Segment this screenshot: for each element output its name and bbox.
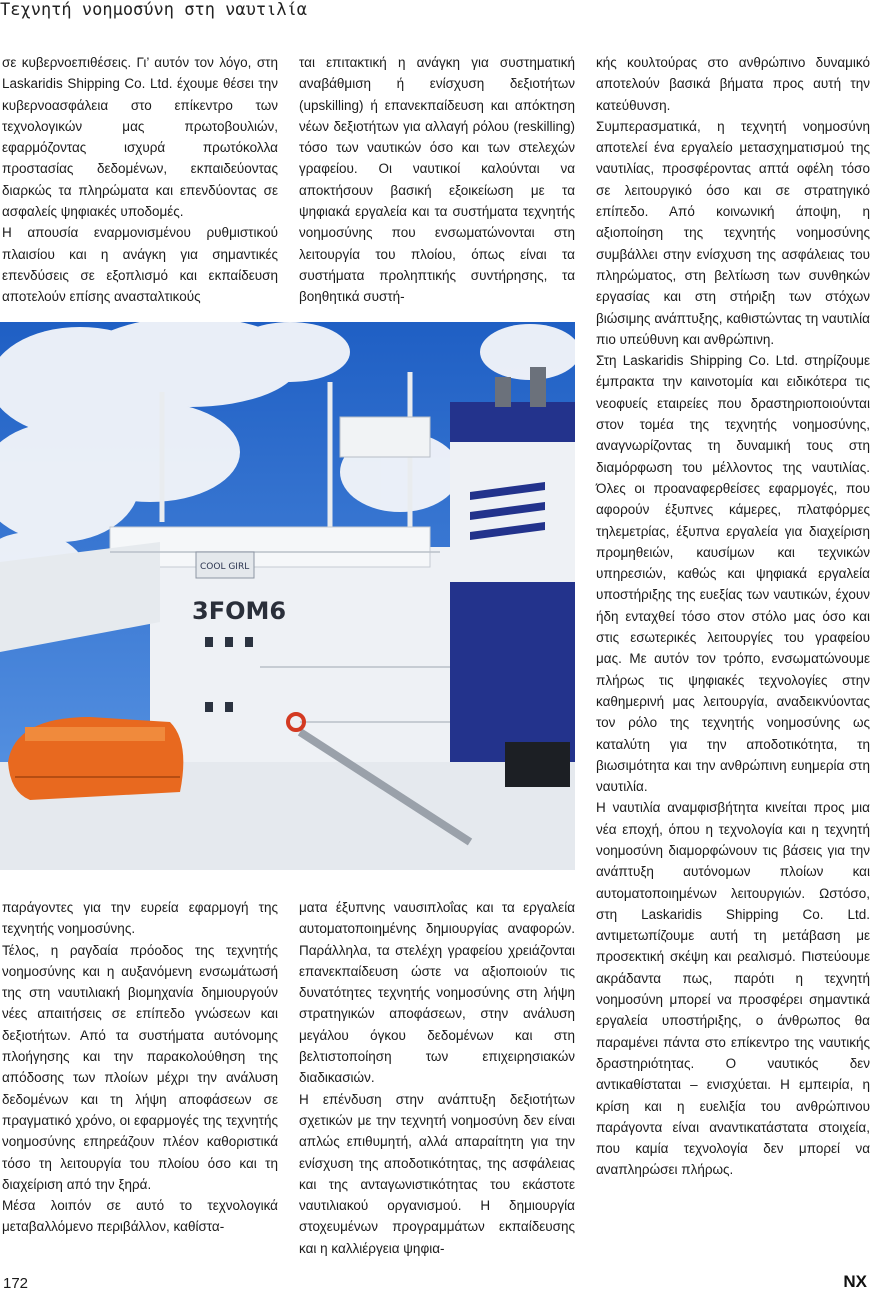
ship-nameplate: COOL GIRL	[200, 562, 250, 572]
paragraph: σε κυβερνοεπιθέσεις. Γι’ αυτόν τον λόγο, στη Laskaridis Shipping Co. Ltd. έχουμε θέσει την κυβερνοασφάλεια στο επίκεντρο των τεχνολογικών μας πρωτοβουλιών, εφαρμόζοντας ισχυρά πρωτόκολλα προστασίας δεδομένων, εκπαιδεύοντας διαρκώς τα πληρώματα και επενδύοντας σε ασφαλείς ψηφιακές υποδομές.	[2, 55, 278, 220]
paragraph: Συμπερασματικά, η τεχνητή νοημοσύνη αποτελεί ένα εργαλείο μετασχηματισμού της ναυτιλίας, προσφέροντας απτά οφέλη τόσο σε λειτουργικό όσο και σε στρατηγικό επίπεδο. Από κοινωνική άποψη, η αξιοποίηση της τεχνητής νοημοσύνης συμβάλλει στην ενίσχυση της ασφάλειας του πληρώματος, στη βελτίωση των συνθηκών εργασίας και στη στήριξη των στόχων βιώσιμης ανάπτυξης, καθιστώντας τη ναυτιλία πιο υπεύθυνη και ανθρώπινη.	[596, 118, 870, 347]
text-column-3	[596, 52, 870, 1181]
ship-photo	[0, 322, 575, 870]
paragraph: κής κουλτούρας στο ανθρώπινο δυναμικό αποτελούν βασικά βήματα προς αυτή την κατεύθυνση.	[596, 55, 870, 113]
text-column-4	[2, 897, 278, 1238]
text-column-2	[299, 52, 575, 308]
callsign-marking: 3FOM6	[192, 597, 287, 625]
funnel-chevrons	[470, 482, 545, 540]
paragraph: Η ναυτιλία αναμφισβήτητα κινείται προς μια νέα εποχή, όπου η τεχνολογία και η τεχνητή νοημοσύνη διαμορφώνουν τις βάσεις για την ανάπτυξη αυτόνομων πλοίων και αυτοματοποιημένων λειτουργιών. Ωστόσο, στη Laskaridis Shipping Co. Ltd. αντιμετωπίζουμε αυτή τη μετάβαση με προσεκτική σκέψη και ρεαλισμό. Πιστεύουμε ακράδαντα πως, παρότι η τεχνητή νοημοσύνη μπορεί να προσφέρει σημαντικά εργαλεία υποστήριξης, ο άνθρωπος θα παραμένει πάντα στο επίκεντρο της ναυτικής δραστηριότητας. Ο ναυτικός δεν αντικαθίσταται – ενισχύεται. Η εμπειρία, η κρίση και η ευελιξία του ανθρώπινου παράγοντα είναι αναντικατάστατα στοιχεία, που καμία τεχνολογία δεν μπορεί να αναπληρώσει πλήρως.	[596, 800, 870, 1178]
radar-platform	[340, 417, 430, 457]
exhaust-pipe	[495, 377, 511, 407]
running-header: Τεχνητή νοημοσύνη στη ναυτιλία	[0, 0, 308, 20]
lifeboat	[8, 717, 183, 800]
paragraph: παράγοντες για την ευρεία εφαρμογή της τεχνητής νοημοσύνης.	[2, 900, 278, 937]
paragraph: ται επιτακτική η ανάγκη για συστηματική αναβάθμιση ή ενίσχυση δεξιοτήτων (upskilling) ή επανεκπαίδευση και απόκτηση νέων δεξιοτήτων για αλλαγή ρόλου (reskilling) τόσο των ναυτικών όσο και των στελεχών γραφείου. Οι ναυτικοί καλούνται να αποκτήσουν βασική εξοικείωση με τα ψηφιακά εργαλεία και τα συστήματα τεχνητής νοημοσύνης που ενσωματώνονται στη λειτουργία του πλοίου, όπως είναι τα συστήματα προληπτικής συντήρησης, τα βοηθητικά συστή-	[299, 55, 575, 305]
paragraph: ματα έξυπνης ναυσιπλοΐας και τα εργαλεία αυτοματοποιημένης δημιουργίας αναφορών. Παράλληλα, τα στελέχη γραφείου χρειάζονται επανεκπαίδευση ώστε να αξιοποιούν τις δυνατότητες τεχνητής νοημοσύνης στη λήψη στρατηγικών αποφάσεων, στην ανάλυση μεγάλου όγκου δεδομένων και στη βελτιστοποίηση των επιχειρησιακών διαδικασιών.	[299, 900, 575, 1086]
brand-logo: NX	[843, 1272, 867, 1291]
paragraph: Η επένδυση στην ανάπτυξη δεξιοτήτων σχετικών με την τεχνητή νοημοσύνη δεν είναι απλώς επιθυμητή, αλλά απαραίτητη για την ενίσχυση της αποδοτικότητας, της ασφάλειας και της ανταγωνιστικότητας του εκάστοτε ναυτιλιακού οργανισμού. Η δημιουργία στοχευμένων προγραμμάτων εκπαίδευσης και η καλλιέργεια ψηφια-	[299, 1091, 575, 1256]
paragraph: Τέλος, η ραγδαία πρόοδος της τεχνητής νοημοσύνης και η αυξανόμενη ενσωμάτωσή της στη ναυτιλιακή βιομηχανία δημιουργούν νέες απαιτήσεις σε επίπεδο γνώσεων και δεξιοτήτων. Από τα συστήματα αυτόνομης πλοήγησης και την παρακολούθηση της απόδοσης των πλοίων μέχρι την ανάλυση δεδομένων και τη λήψη αποφάσεων σε πραγματικό χρόνο, οι εφαρμογές της τεχνητής νοημοσύνης επηρεάζουν πλέον καθοριστικά τόσο τη λειτουργία του πλοίου όσο και τη διαχείριση από την ξηρά.	[2, 942, 278, 1192]
paragraph: Μέσα λοιπόν σε αυτό το τεχνολογικά μεταβαλλόμενο περιβάλλον, καθίστα-	[2, 1198, 278, 1235]
paragraph: Στη Laskaridis Shipping Co. Ltd. στηρίζουμε έμπρακτα την καινοτομία και ειδικότερα τις νεοφυείς εταιρείες που δραστηριοποιούνται στον τομέα της τεχνητής νοημοσύνης, αναγνωρίζοντας τη δυναμική τους στη διαμόρφωση του μέλλοντος της ναυτιλίας. Όλες οι προαναφερθείσες εφαρμογές, που αφορούν έξυπνες κάμερες, πλατφόρμες τηλεμετρίας, έξυπνα εργαλεία για διαχείριση προμηθειών, καυσίμων και τεχνικών υπηρεσιών, καθώς και ψηφιακά εργαλεία υποστήριξης της ευεξίας των ναυτικών, έχουν ήδη ενταχθεί τόσο στον στόλο μας όσο και στις εσωτερικές λειτουργίες του γραφείου μας. Με αυτόν τον τρόπο, ενσωματώνουμε πλήρως τις ψηφιακές τεχνολογίες στην καθημερινή μας λειτουργία, αναδεικνύοντας τον ρόλο της τεχνητής νοημοσύνης ως καταλύτη για την αποδοτικότητα, τη βιωσιμότητα και την ανθρώπινη ευημερία στη ναυτιλία.	[596, 353, 870, 795]
text-column-1	[2, 52, 278, 308]
paragraph: Η απουσία εναρμονισμένου ρυθμιστικού πλαισίου και η ανάγκη για σημαντικές επενδύσεις σε εξοπλισμό και εκπαίδευση αποτελούν επίσης ανασταλτικούς	[2, 225, 278, 305]
page-number: 172	[3, 1275, 29, 1292]
text-column-5	[299, 897, 575, 1259]
